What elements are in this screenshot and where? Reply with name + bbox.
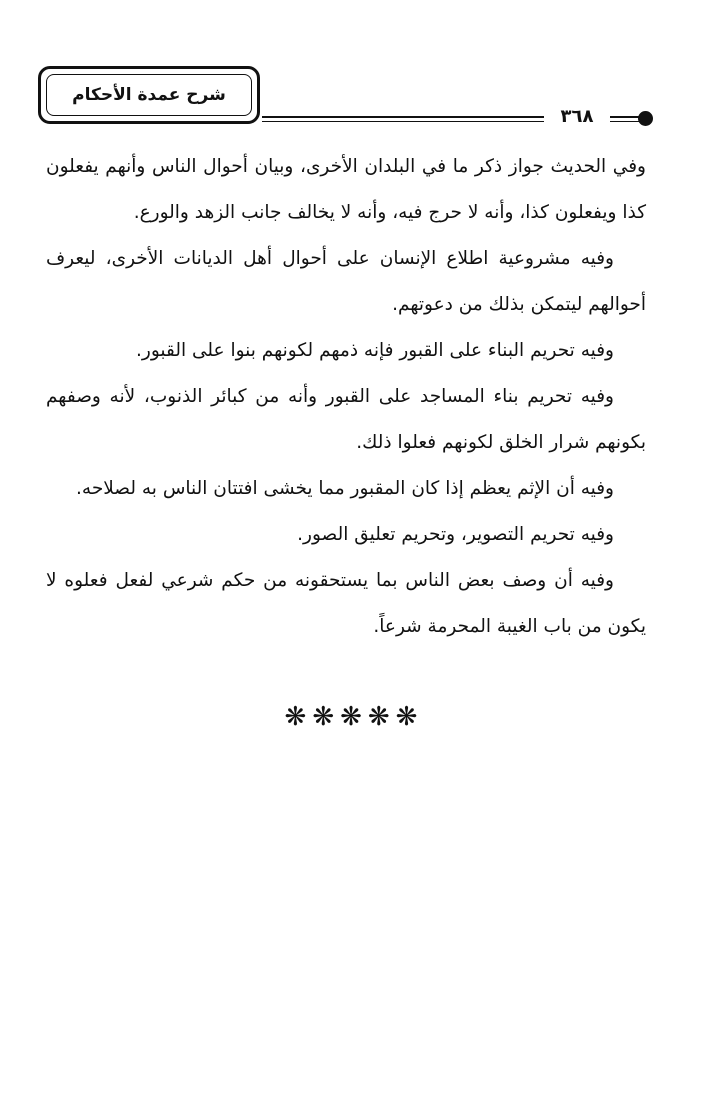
book-title: شرح عمدة الأحكام: [72, 85, 226, 105]
paragraph: وفيه تحريم التصوير، وتحريم تعليق الصور.: [297, 524, 614, 545]
page-number-rule-thin: [610, 121, 642, 122]
header-rule-thin: [262, 121, 544, 122]
page-header: [40, 66, 660, 130]
page-body: [46, 144, 646, 650]
header-rule: [262, 116, 544, 118]
paragraph: وفيه تحريم بناء المساجد على القبور وأنه من كبائر الذنوب، لأنه وصفهم بكونهم شرار الخلق لكونهم فعلوا ذلك.: [46, 386, 646, 453]
paragraph: وفي الحديث جواز ذكر ما في البلدان الأخرى، وبيان أحوال الناس وأنهم يفعلون كذا ويفعلون كذا، وأنه لا حرج فيه، وأنه لا يخالف جانب الزهد والورع.: [46, 156, 646, 223]
book-title-inner-frame: [46, 74, 252, 116]
paragraph: وفيه أن وصف بعض الناس بما يستحقونه من حكم شرعي لفعل فعلوه لا يكون من باب الغيبة المحرمة شرعاً.: [46, 570, 646, 637]
paragraph: وفيه مشروعية اطلاع الإنسان على أحوال أهل الديانات الأخرى، ليعرف أحوالهم ليتمكن بذلك من دعوتهم.: [46, 248, 646, 315]
page-number: ٣٦٨: [560, 106, 594, 127]
book-title-frame: [38, 66, 260, 124]
bullet-dot-icon: [638, 111, 653, 126]
paragraph: وفيه تحريم البناء على القبور فإنه ذمهم لكونهم بنوا على القبور.: [136, 340, 614, 361]
section-separator-stars: ❋❋❋❋❋: [284, 702, 424, 732]
paragraph: وفيه أن الإثم يعظم إذا كان المقبور مما يخشى افتتان الناس به لصلاحه.: [76, 478, 614, 499]
